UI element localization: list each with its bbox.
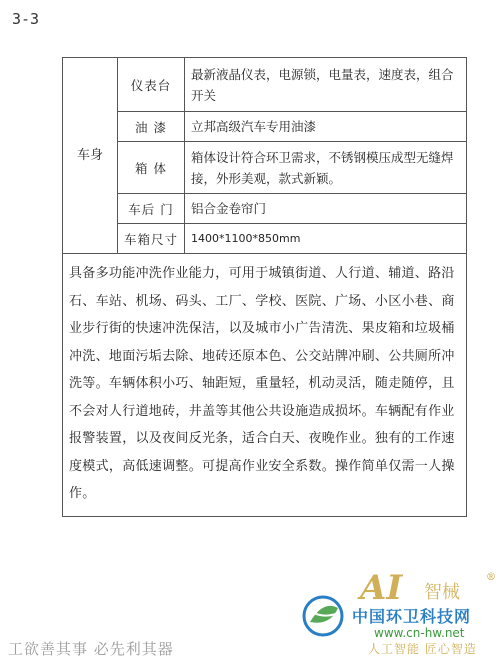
spec-row — [63, 194, 467, 224]
page-label: 3-3 — [12, 10, 40, 28]
watermark-url: www.cn-hw.net — [374, 626, 465, 640]
spec-row — [63, 142, 467, 194]
spec-name-rear-door: 车后 门 — [118, 194, 185, 224]
spec-name-box-size: 车箱尺寸 — [118, 224, 185, 254]
watermark-site-title: 中国环卫科技网 — [352, 607, 472, 626]
description-row — [63, 254, 467, 517]
watermark — [300, 568, 500, 663]
spec-name-paint: 油 漆 — [118, 112, 185, 142]
spec-row — [63, 58, 467, 112]
spec-value-body: 箱体设计符合环卫需求，不锈钢模压成型无缝焊接，外形美观，款式新颖。 — [185, 142, 467, 194]
watermark-ai-text: AI — [360, 568, 403, 608]
globe-leaf-logo-icon — [300, 592, 346, 638]
spec-name-body: 箱 体 — [118, 142, 185, 194]
spec-value-paint: 立邦高级汽车专用油漆 — [185, 112, 467, 142]
spec-row — [63, 224, 467, 254]
spec-row — [63, 112, 467, 142]
spec-value-dashboard: 最新液晶仪表，电源锁，电量表，速度表，组合开关 — [185, 58, 467, 112]
spec-table — [62, 57, 467, 517]
category-cell — [63, 58, 118, 254]
watermark-brand: 智械 — [424, 582, 460, 603]
spec-name-dashboard: 仪表台 — [118, 58, 185, 112]
watermark-reg-mark: ® — [486, 572, 496, 583]
footer-motto: 工欲善其事 必先利其器 — [8, 640, 174, 658]
watermark-slogan: 人工智能 匠心智造 — [368, 642, 477, 656]
spec-value-rear-door: 铝合金卷帘门 — [185, 194, 467, 224]
spec-value-box-size: 1400*1100*850mm — [185, 224, 467, 254]
category-label: 车身 — [76, 147, 103, 163]
description-text: 具备多功能冲洗作业能力，可用于城镇街道、人行道、辅道、路沿石、车站、机场、码头、工厂、学校、医院、广场、小区小巷、商业步行街的快速冲洗保洁，以及城市小广告清洗、果皮箱和垃圾桶冲洗、地面污垢去除、地砖还原本色、公交站牌冲刷、公共厕所冲洗等。车辆体积小巧、轴距短，重量轻，机动灵活，随走随停，且不会对人行道地砖，井盖等其他公共设施造成损坏。车辆配有作业报警装置，以及夜间反光条，适合白天、夜晚作业。独有的工作速度模式，高低速调整。可提高作业安全系数。操作简单仅需一人操作。 — [63, 254, 467, 517]
